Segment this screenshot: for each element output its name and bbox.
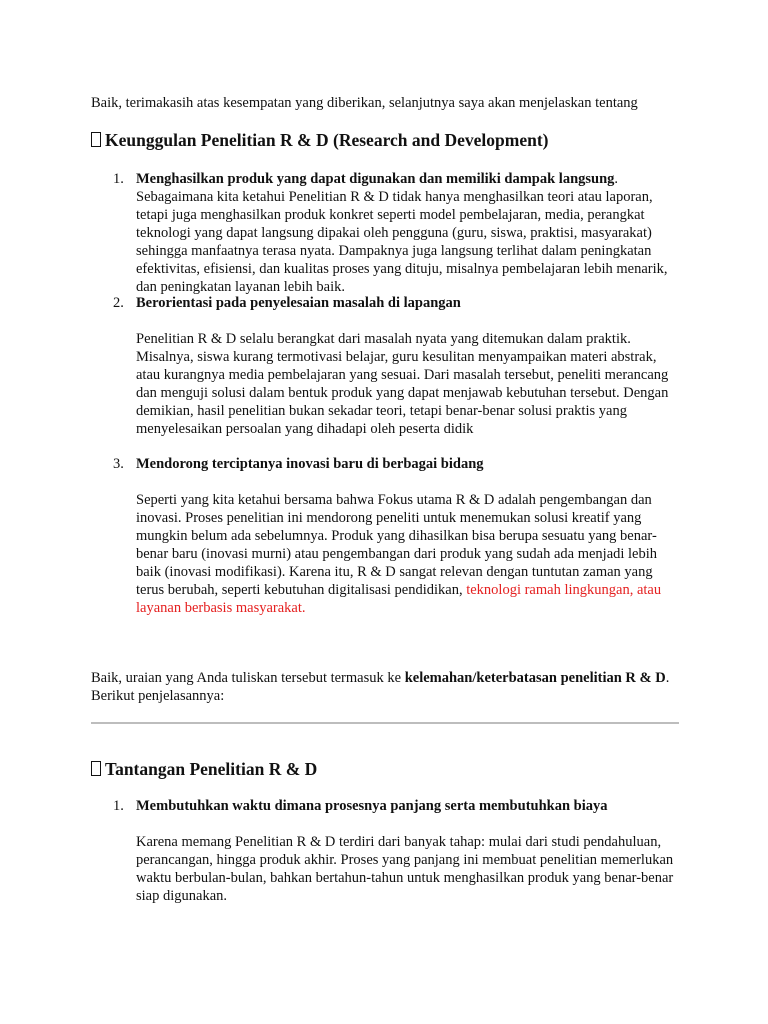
item-heading: Menghasilkan produk yang dapat digunakan dan memiliki dampak langsung bbox=[136, 171, 615, 187]
section-heading-keunggulan bbox=[91, 129, 548, 151]
list-item bbox=[136, 170, 681, 296]
transition-suffix: . Berikut penjelasannya: bbox=[91, 670, 670, 704]
missing-glyph-box-icon bbox=[91, 761, 101, 776]
section-title: Tantangan Penelitian R & D bbox=[105, 759, 318, 779]
horizontal-rule bbox=[91, 722, 679, 724]
item-body-text: Seperti yang kita ketahui bersama bahwa Fokus utama R & D adalah pengembangan dan inovasi. Proses penelitian ini mendorong peneliti untuk menemukan solusi kreatif yang mungkin belum ada sebelumnya. Produk yang dihasilkan bisa berupa sesuatu yang benar-benar baru (inovasi murni) atau pengembangan dari produk yang sudah ada menjadi lebih baik (inovasi modifikasi). Karena itu, R & D sangat relevan dengan tuntutan zaman yang terus berubah, seperti kebutuhan digitalisasi pendidikan, bbox=[136, 492, 658, 598]
item-body: Penelitian R & D selalu berangkat dari masalah nyata yang ditemukan dalam praktik. Misalnya, siswa kurang termotivasi belajar, guru kesulitan menyampaikan materi abstrak, atau kurangnya media pembelajaran yang sesuai. Dari masalah tersebut, peneliti merancang dan menguji solusi dalam bentuk produk yang dapat menjawab kebutuhan tersebut. Dengan demikian, hasil penelitian bukan sekadar teori, tetapi benar-benar solusi praktis yang menyelesaikan persoalan yang dihadapi oleh peserta didik bbox=[136, 331, 669, 437]
intro-paragraph: Baik, terimakasih atas kesempatan yang diberikan, selanjutnya saya akan menjelaskan tentang bbox=[91, 95, 638, 111]
list-number: 1. bbox=[113, 798, 124, 814]
transition-paragraph bbox=[91, 669, 681, 705]
missing-glyph-box-icon bbox=[91, 132, 101, 147]
list-number: 2. bbox=[113, 295, 124, 311]
list-number: 1. bbox=[113, 171, 124, 187]
item-body: Karena memang Penelitian R & D terdiri dari banyak tahap: mulai dari studi pendahuluan, perancangan, hingga produk akhir. Proses yang panjang ini membuat penelitian memerlukan waktu berbulan-bulan, bahkan bertahun-tahun untuk menghasilkan produk yang benar-benar siap digunakan. bbox=[136, 834, 674, 904]
section-title: Keunggulan Penelitian R & D (Research and Development) bbox=[105, 130, 549, 150]
transition-prefix: Baik, uraian yang Anda tuliskan tersebut termasuk ke bbox=[91, 670, 405, 686]
highlighted-text: teknologi ramah lingkungan, atau layanan berbasis masyarakat. bbox=[136, 582, 662, 616]
item-heading: Mendorong terciptanya inovasi baru di berbagai bidang bbox=[136, 456, 484, 472]
item-body: Sebagaimana kita ketahui Penelitian R & D tidak hanya menghasilkan teori atau laporan, tetapi juga menghasilkan produk konkret seperti model pembelajaran, media, perangkat teknologi yang dapat langsung dipakai oleh pengguna (guru, siswa, praktisi, masyarakat) sehingga manfaatnya terasa nyata. Dampaknya juga langsung terlihat dalam peningkatan efektivitas, efisiensi, dan kualitas proses yang dituju, misalnya pembelajaran lebih menarik, dan peningkatan layanan lebih baik. bbox=[136, 189, 668, 295]
item-heading-suffix: . bbox=[614, 171, 619, 187]
transition-bold: kelemahan/keterbatasan penelitian R & D bbox=[404, 670, 666, 686]
item-body bbox=[136, 491, 681, 617]
item-heading: Membutuhkan waktu dimana prosesnya panjang serta membutuhkan biaya bbox=[136, 798, 608, 814]
item-heading: Berorientasi pada penyelesaian masalah di lapangan bbox=[136, 295, 461, 311]
section-heading-tantangan bbox=[91, 758, 317, 780]
list-number: 3. bbox=[113, 456, 124, 472]
